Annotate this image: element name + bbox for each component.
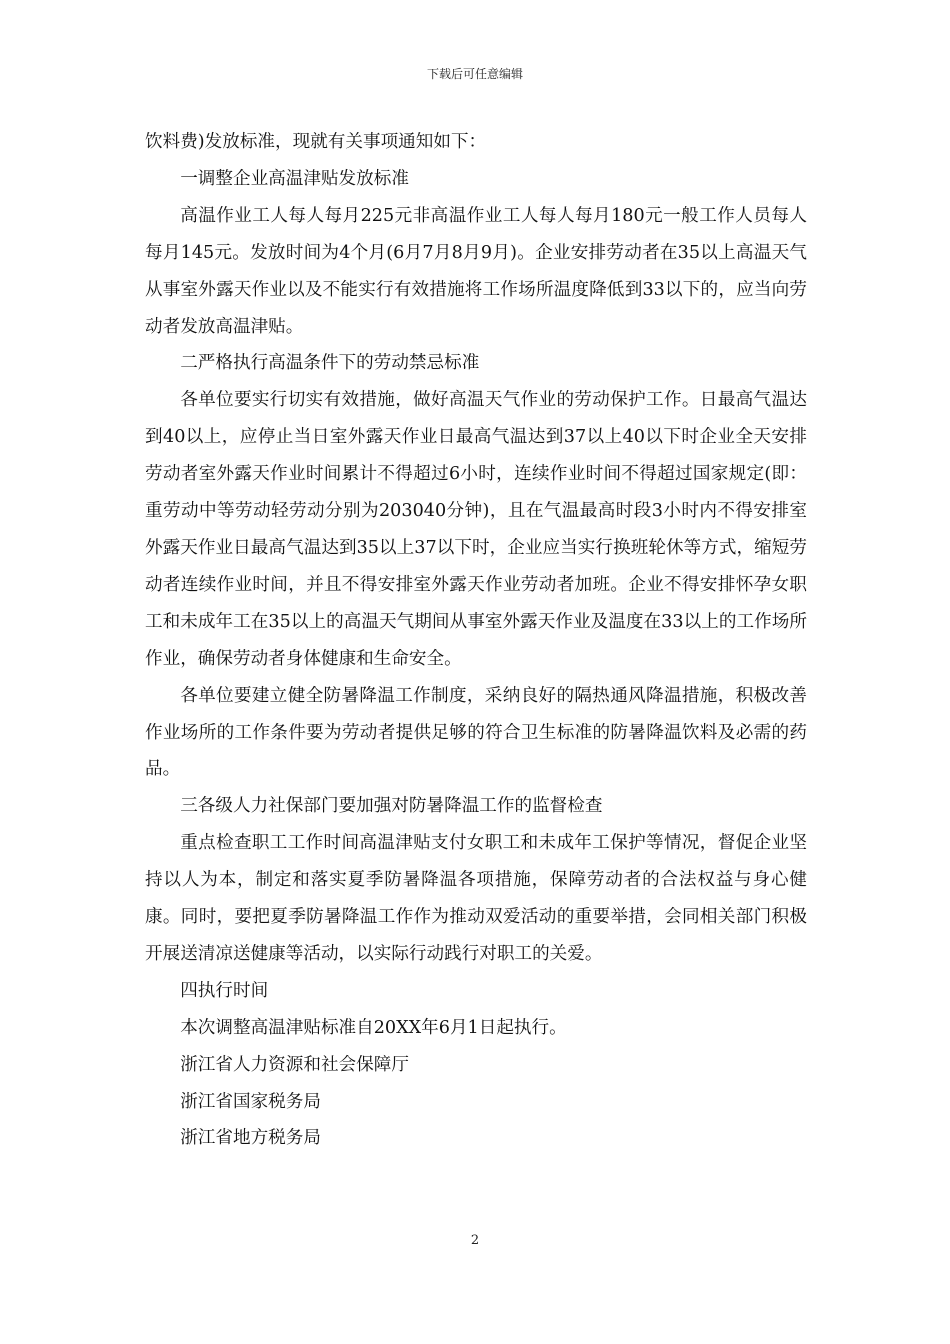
paragraph-labor-protection: 各单位要实行切实有效措施，做好高温天气作业的劳动保护工作。日最高气温达到40以上，应停止当日室外露天作业日最高气温达到37以上40以下时企业全天安排劳动者室外露天作业时间累计不得超过6小时，连续作业时间不得超过国家规定(即：重劳动中等劳动轻劳动分别为203040分钟)，且在气温最高时段3小时内不得安排室外露天作业日最高气温达到35以上37以下时，企业应当实行换班轮休等方式，缩短劳动者连续作业时间，并且不得安排室外露天作业劳动者加班。企业不得安排怀孕女职工和未成年工在35以上的高温天气期间从事室外露天作业及温度在33以上的工作场所作业，确保劳动者身体健康和生命安全。 bbox=[145, 390, 807, 669]
section-heading-4: 四执行时间 bbox=[180, 980, 269, 1001]
paragraph-cooling-measures: 各单位要建立健全防暑降温工作制度，采纳良好的隔热通风降温措施，积极改善作业场所的工作条件要为劳动者提供足够的符合卫生标准的防暑降温饮料及必需的药品。 bbox=[145, 685, 807, 780]
page-number: 2 bbox=[470, 1233, 480, 1248]
document-body bbox=[145, 124, 807, 1157]
paragraph-intro-continuation: 饮料费)发放标准，现就有关事项通知如下： bbox=[145, 132, 487, 152]
section-heading-2: 二严格执行高温条件下的劳动禁忌标准 bbox=[180, 353, 480, 374]
paragraph-inspection: 重点检查职工工作时间高温津贴支付女职工和未成年工保护等情况，督促企业坚持以人为本，制定和落实夏季防暑降温各项措施，保障劳动者的合法权益与身心健康。同时，要把夏季防暑降温工作作为推动双爱活动的重要举措，会同相关部门积极开展送清凉送健康等活动，以实际行动践行对职工的关爱。 bbox=[145, 833, 807, 964]
page-header: 下载后可任意编辑 bbox=[426, 67, 523, 81]
paragraph-allowance-standard: 高温作业工人每人每月225元非高温作业工人每人每月180元一般工作人员每人每月145元。发放时间为4个月(6月7月8月9月)。企业安排劳动者在35以上高温天气从事室外露天作业以及不能实行有效措施将工作场所温度降低到33以下的，应当向劳动者发放高温津贴。 bbox=[145, 205, 807, 337]
section-heading-1: 一调整企业高温津贴发放标准 bbox=[180, 168, 409, 189]
paragraph-effective-date: 本次调整高温津贴标准自20XX年6月1日起执行。 bbox=[180, 1017, 567, 1038]
issuer-hr-department: 浙江省人力资源和社会保障厅 bbox=[180, 1054, 409, 1075]
section-heading-3: 三各级人力社保部门要加强对防暑降温工作的监督检查 bbox=[180, 796, 603, 817]
issuer-state-tax-bureau: 浙江省国家税务局 bbox=[180, 1091, 321, 1112]
issuer-local-tax-bureau: 浙江省地方税务局 bbox=[180, 1128, 321, 1149]
